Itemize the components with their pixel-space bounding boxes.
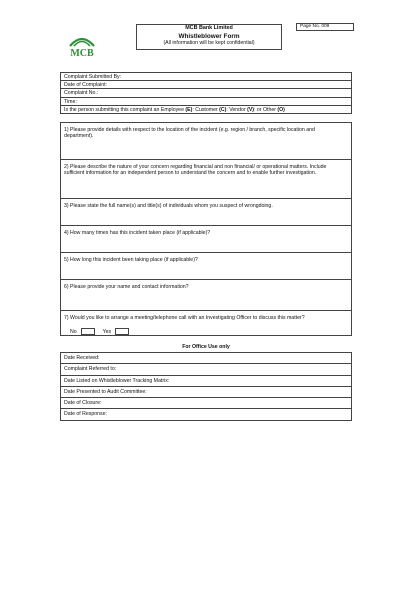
question-7-options [64,328,337,335]
date-of-complaint-field[interactable]: Date of Complaint: [61,81,351,89]
yes-checkbox[interactable] [115,328,129,335]
no-label: No [70,328,77,335]
question-7-text: 7) Would you like to arrange a meeting/telephone call with an Investigating Officer to discuss this matter? [64,315,305,321]
complaint-submitted-by-field[interactable]: Complaint Submitted By: [61,73,351,81]
vendor-code: (V) [247,106,255,113]
question-4[interactable]: 4) How many times has this incident taken place (if applicable)? [61,226,351,253]
page-number: Page No. 009 [296,23,354,31]
logo-text: MCB [70,48,94,58]
mcb-logo [60,34,104,58]
no-checkbox[interactable] [81,328,95,335]
office-use-title: For Office Use only [182,344,230,350]
date-of-response-field[interactable]: Date of Response: [61,409,351,420]
form-title: Whistleblower Form [178,32,240,40]
vendor-label: : Vendor [226,106,248,113]
yes-label: Yes [102,328,112,335]
question-6[interactable]: 6) Please provide your name and contact information? [61,280,351,311]
complainant-type-prefix: Is the person submitting this complaint an Employee [64,106,186,113]
time-field[interactable]: Time: [61,98,351,106]
confidential-note: (All information will be kept confidential) [163,40,255,46]
question-1[interactable]: 1) Please provide details with respect to the location of the incident (e.g. region / branch, specific location and department). [61,123,351,160]
questions-table [60,122,352,336]
complaint-number-field[interactable]: Complaint No.: [61,89,351,97]
complaint-referred-field[interactable]: Complaint Referred to: [61,364,351,375]
form-header [136,24,282,50]
complainant-type-field[interactable] [61,106,351,114]
customer-label: : Customer [192,106,220,113]
customer-code: (C) [219,106,227,113]
question-2[interactable]: 2) Please describe the nature of your concern regarding financial and non financial/ or operational matters. Include sufficient information for an independent person to understand the concern and to enable further investigation. [61,160,351,199]
date-received-field[interactable]: Date Received: [61,353,351,364]
date-of-closure-field[interactable]: Date of Closure: [61,398,351,409]
complaint-details-table [60,72,352,114]
office-use-table [60,352,352,421]
date-presented-field[interactable]: Date Presented to Audit Committee: [61,387,351,398]
employee-code: (E) [185,106,193,113]
question-5[interactable]: 5) How long this incident been taking place (if applicable)? [61,253,351,280]
other-label: : or Other [254,106,278,113]
bank-name: MCB Bank Limited [185,25,233,31]
date-listed-field[interactable]: Date Listed on Whistleblower Tracking Matrix: [61,376,351,387]
other-code: (O) [277,106,285,113]
question-3[interactable]: 3) Please state the full name(s) and title(s) of individuals whom you suspect of wrongdoing. [61,199,351,226]
question-7 [61,311,351,336]
